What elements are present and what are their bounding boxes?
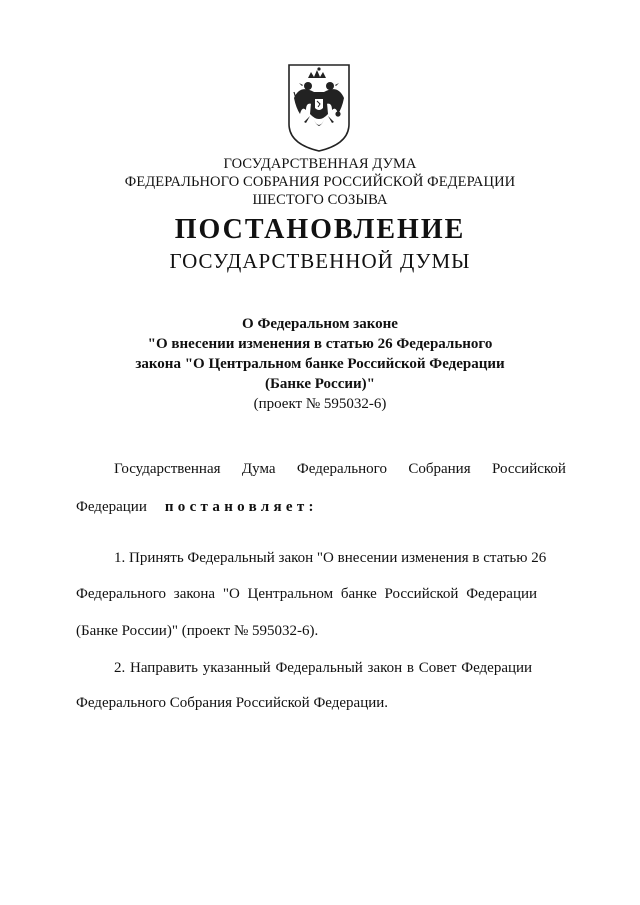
preamble-line-2 [76, 497, 566, 517]
org-name-line-1: ГОСУДАРСТВЕННАЯ ДУМА [223, 156, 417, 172]
preamble-word: Собрания [408, 461, 471, 477]
preamble-word: Федерального [296, 461, 387, 477]
clause-2-text: 2. Направить указанный Федеральный закон в Совет Федерации [114, 660, 533, 676]
preamble-word: Российской [492, 461, 566, 477]
clause-1-line-2: Федерального закона "О Центральном банке Российской Федерации [76, 586, 538, 602]
clause-2-line-2: Федерального Собрания Российской Федерации. [76, 695, 389, 711]
clause-1-line-3: (Банке России)" (проект № 595032-6). [76, 623, 319, 639]
org-name-line-2: ФЕДЕРАЛЬНОГО СОБРАНИЯ РОССИЙСКОЙ ФЕДЕРАЦИИ [124, 174, 516, 190]
document-issuer-title: ГОСУДАРСТВЕННОЙ ДУМЫ [169, 249, 471, 273]
clause-2-line-1 [76, 658, 566, 678]
bill-number: (проект № 595032-6) [253, 396, 387, 412]
subject-line-4: (Банке России)" [265, 376, 375, 392]
preamble-word: Дума [241, 461, 276, 477]
preamble-word: Федерации [76, 499, 147, 515]
subject-line-1: О Федеральном законе [242, 316, 398, 332]
document-type-title: ПОСТАНОВЛЕНИЕ [174, 214, 466, 245]
clause-1-text: 1. Принять Федеральный закон "О внесении изменения в статью 26 [114, 550, 547, 566]
preamble-line-1 [76, 459, 566, 479]
convocation-line: ШЕСТОГО СОЗЫВА [252, 192, 388, 208]
subject-line-2: "О внесении изменения в статью 26 Федерального [147, 336, 493, 352]
subject-line-3: закона "О Центральном банке Российской Федерации [135, 356, 505, 372]
preamble-word: Государственная [114, 461, 221, 477]
decree-word: постановляет: [164, 499, 318, 515]
clause-1-line-1 [76, 548, 566, 568]
russian-coat-of-arms-icon [286, 62, 352, 154]
